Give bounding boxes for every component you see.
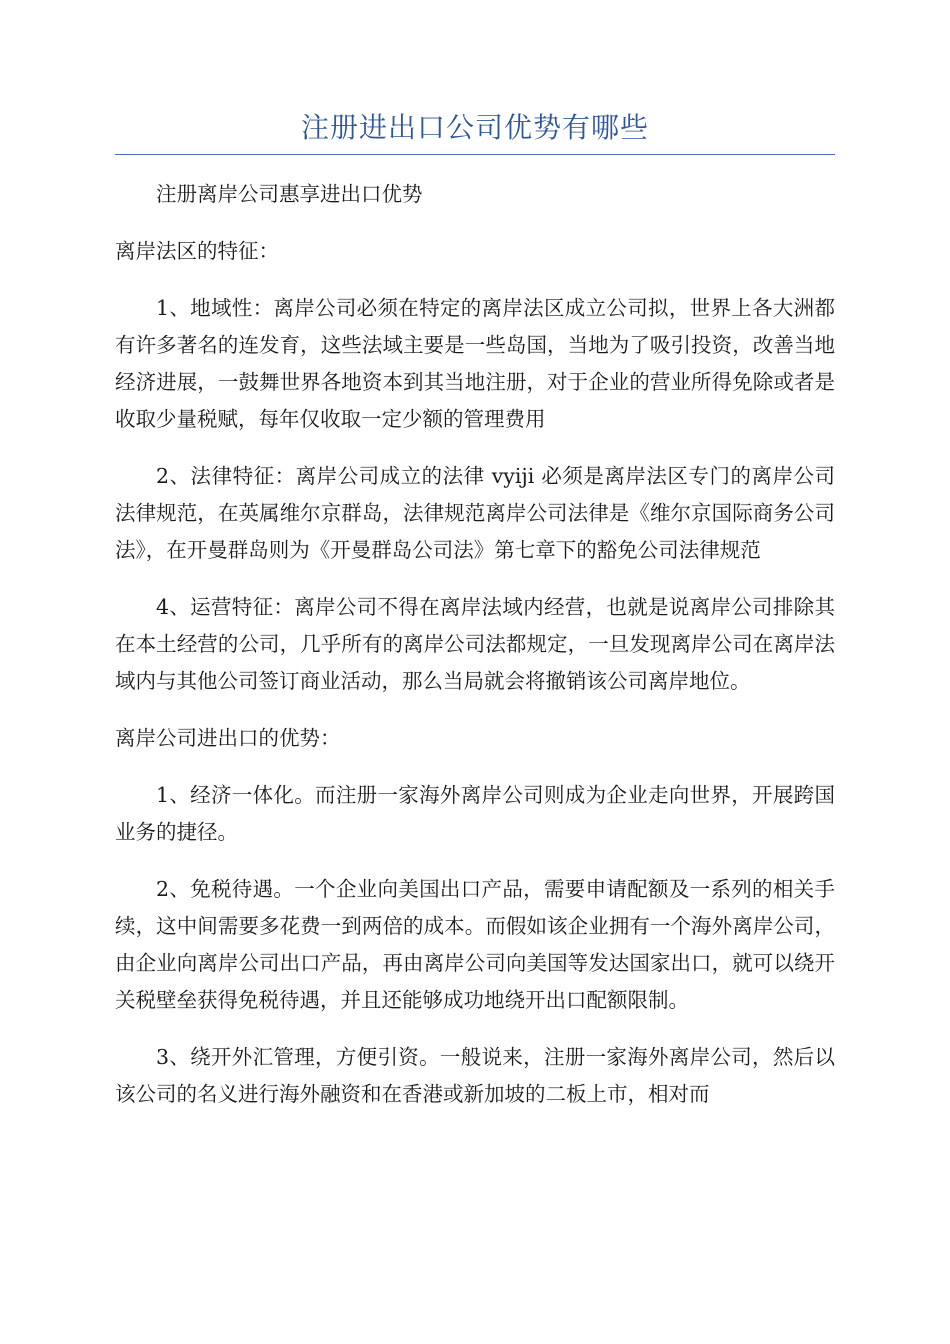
- section-heading-features: 离岸法区的特征：: [115, 239, 279, 263]
- document-title: 注册进出口公司优势有哪些: [300, 111, 649, 144]
- title-underline: [115, 154, 835, 155]
- paragraph-forex: 3、绕开外汇管理，方便引资。一般说来，注册一家海外离岸公司，然后以该公司的名义进行海外融资和在香港或新加坡的二板上市，相对而: [115, 1045, 835, 1106]
- paragraph-tax-exemption: 2、免税待遇。一个企业向美国出口产品，需要申请配额及一系列的相关手续，这中间需要多花费一到两倍的成本。而假如该企业拥有一个海外离岸公司，由企业向离岸公司出口产品，再由离岸公司向美国等发达国家出口，就可以绕开关税壁垒获得免税待遇，并且还能够成功地绕开出口配额限制。: [115, 877, 835, 1012]
- paragraph-legal: 2、法律特征：离岸公司成立的法律 vyiji 必须是离岸法区专门的离岸公司法律规范，在英属维尔京群岛，法律规范离岸公司法律是《维尔京国际商务公司法》，在开曼群岛则为《开曼群岛公司法》第七章下的豁免公司法律规范: [115, 464, 835, 562]
- paragraph-integration: 1、经济一体化。而注册一家海外离岸公司则成为企业走向世界，开展跨国业务的捷径。: [115, 783, 835, 844]
- subtitle-paragraph: 注册离岸公司惠享进出口优势: [156, 182, 423, 206]
- paragraph-operation: 4、运营特征：离岸公司不得在离岸法域内经营，也就是说离岸公司排除其在本土经营的公司，几乎所有的离岸公司法都规定，一旦发现离岸公司在离岸法域内与其他公司签订商业活动，那么当局就会将撤销该公司离岸地位。: [115, 595, 835, 693]
- section-heading-advantages: 离岸公司进出口的优势：: [115, 726, 341, 750]
- paragraph-geographic: 1、地域性：离岸公司必须在特定的离岸法区成立公司拟，世界上各大洲都有许多著名的连发育，这些法域主要是一些岛国，当地为了吸引投资，改善当地经济进展，一鼓舞世界各地资本到其当地注册，对于企业的营业所得免除或者是收取少量税赋，每年仅收取一定少额的管理费用: [115, 296, 835, 431]
- document-body: [115, 176, 835, 1133]
